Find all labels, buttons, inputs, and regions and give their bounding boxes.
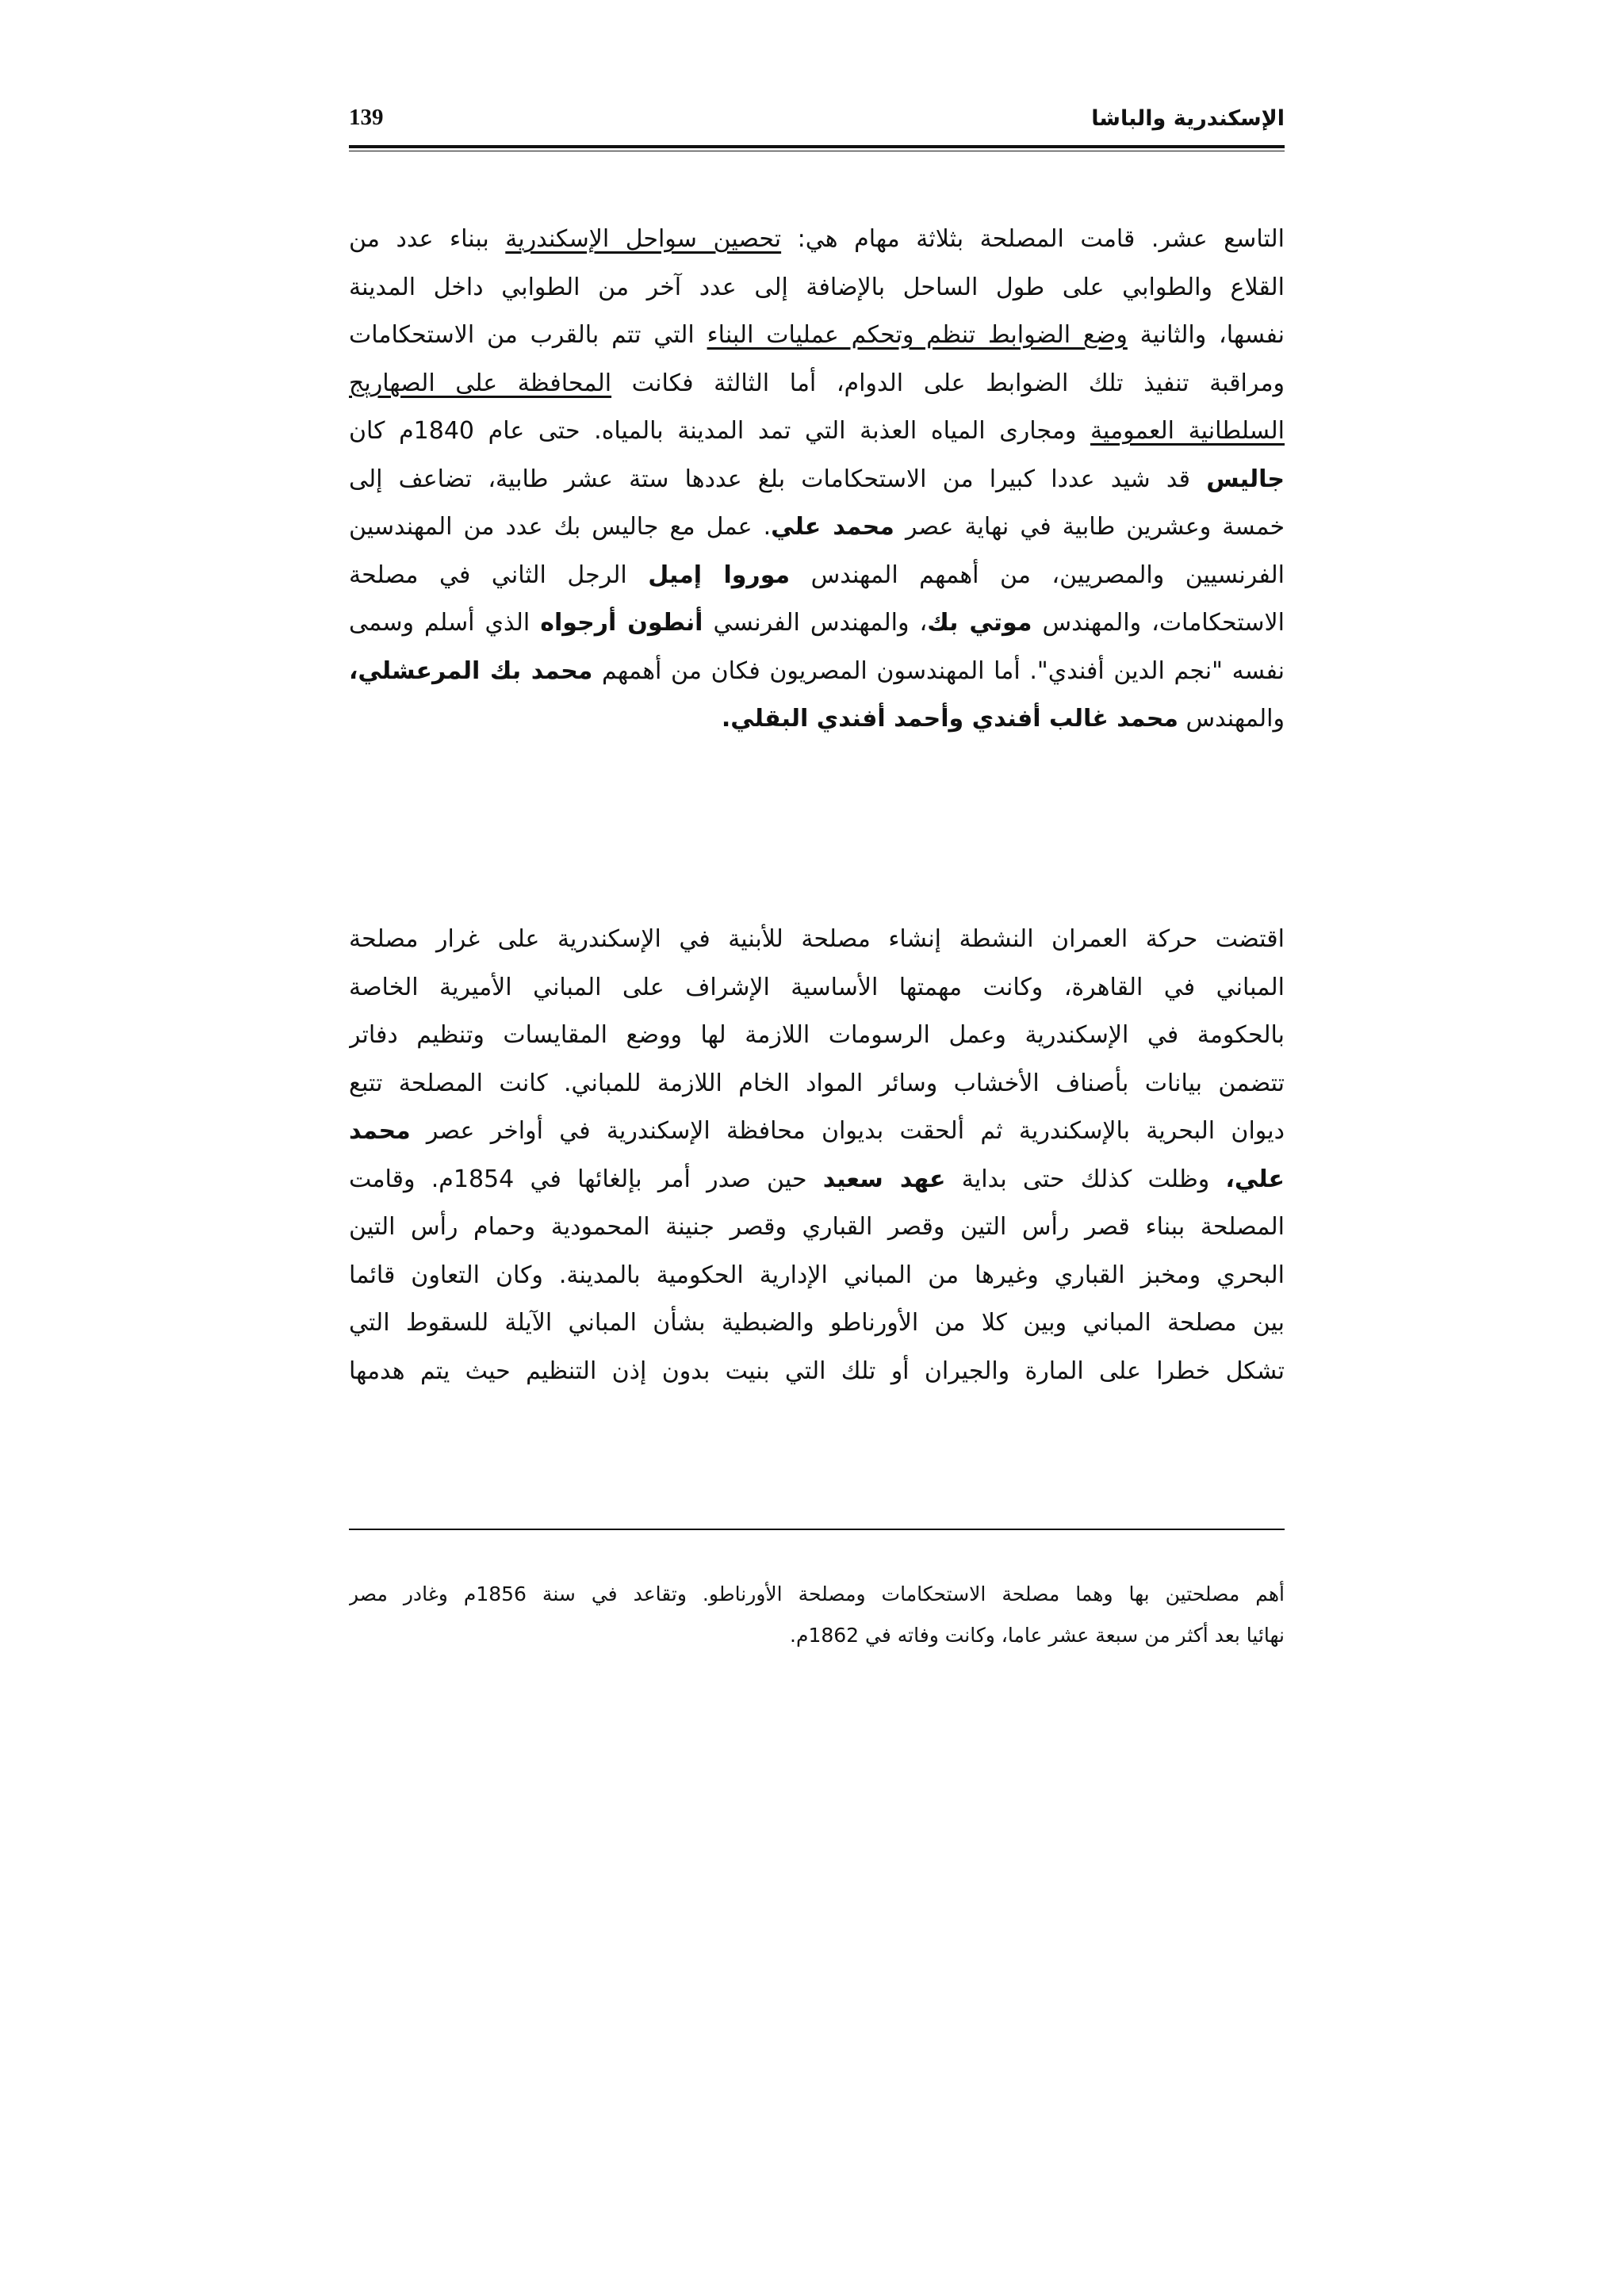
text-run: الرجل الثاني في مصلحة [349,561,649,589]
text-run: ومراقبة تنفيذ تلك الضوابط على الدوام، أما الثالثة فكانت [611,369,1285,397]
paragraph-1 [349,216,1285,744]
text-run: ديوان البحرية بالإسكندرية ثم ألحقت بديوان محافظة الإسكندرية في أواخر عصر [410,1117,1285,1145]
text-run: الذي أسلم وسمى [349,609,541,637]
text-run: . عمل مع جاليس بك عدد من المهندسين [349,513,772,541]
bold-name: محمد علي [771,513,894,541]
footnote-line: أهم مصلحتين بها وهما مصلحة الاستحكامات ومصلحة الأورناطو. وتقاعد في سنة 1856م وغادر مصر [349,1582,1285,1605]
text-run: ومجارى المياه العذبة التي تمد المدينة بالمياه. حتى عام 1840م كان [349,417,1090,445]
bold-name: موتي بك [927,609,1032,637]
text-line [349,648,1285,696]
text-run: الفرنسيين والمصريين، من أهمهم المهندس [790,561,1285,589]
underlined-text: السلطانية العمومية [1090,417,1285,445]
underlined-text: تحصين سواحل الإسكندرية [505,225,782,253]
header-rule [349,145,1285,151]
underlined-text: وضع الضوابط تنظم وتحكم عمليات البناء [707,321,1128,349]
footnote-rule [349,1529,1285,1530]
bold-name: محمد بك المرعشلي، [349,656,593,685]
text-line [349,503,1285,552]
bold-name: محمد [349,1117,411,1145]
text-line [349,456,1285,504]
text-line: القلاع والطوابي على طول الساحل بالإضافة إلى عدد آخر من الطوابي داخل المدينة [349,273,1285,301]
text-line [349,695,1285,744]
running-title: الإسكندرية والباشا [1091,106,1285,131]
page-number: 139 [349,105,384,130]
text-line: اقتضت حركة العمران النشطة إنشاء مصلحة للأبنية في الإسكندرية على غرار مصلحة [349,925,1285,953]
bold-name: عهد سعيد [822,1165,946,1193]
text-run: نفسه "نجم الدين أفندي". أما المهندسون المصريون فكان من أهمهم [592,656,1285,685]
bold-name: علي، [1225,1165,1285,1193]
underlined-text: المحافظة على الصهاريج [349,369,612,397]
text-line: تتضمن بيانات بأصناف الأخشاب وسائر المواد الخام اللازمة للمباني. كانت المصلحة تتبع [349,1069,1285,1097]
text-line: المباني في القاهرة، وكانت مهمتها الأساسية الإشراف على المباني الأميرية الخاصة [349,973,1285,1001]
text-line [349,552,1285,600]
text-run: خمسة وعشرين طابية في نهاية عصر [894,513,1285,541]
text-line: بين مصلحة المباني وبين كلا من الأورناطو والضبطية بشأن المباني الآيلة للسقوط التي [349,1309,1285,1337]
text-line [349,216,1285,264]
text-line [349,1156,1285,1204]
footnote [349,1574,1285,1656]
text-run: وظلت كذلك حتى بداية [945,1165,1226,1193]
text-line: المصلحة ببناء قصر رأس التين وقصر القباري وقصر جنينة المحمودية وحمام رأس التين [349,1213,1285,1241]
bold-name: أنطون أرجواه [540,609,703,637]
text-run: التاسع عشر. قامت المصلحة بثلاثة مهام هي: [781,225,1285,253]
text-run: ببناء عدد من [349,225,506,253]
text-run: التي تتم بالقرب من الاستحكامات [349,321,707,349]
text-line [349,360,1285,408]
text-run: الاستحكامات، والمهندس [1032,609,1285,637]
text-line [349,599,1285,648]
text-line [349,1108,1285,1156]
page-header [349,101,1285,149]
text-run: نفسها، والثانية [1127,321,1285,349]
paragraph-2 [349,916,1285,1395]
text-run: ، والمهندس الفرنسي [703,609,928,637]
text-line [349,312,1285,360]
footnote-line: نهائيا بعد أكثر من سبعة عشر عاما، وكانت وفاته في 1862م. [790,1624,1285,1647]
bold-name: جاليس [1206,465,1285,493]
bold-name: موروا إميل [648,561,791,589]
text-run: قد شيد عددا كبيرا من الاستحكامات بلغ عددها ستة عشر طابية، تضاعف إلى [349,465,1207,493]
text-run: حين صدر أمر بإلغائها في 1854م. وقامت [349,1165,823,1193]
text-line: بالحكومة في الإسكندرية وعمل الرسومات اللازمة لها ووضع المقايسات وتنظيم دفاتر [349,1021,1285,1049]
bold-name: محمد غالب أفندي وأحمد أفندي البقلي. [721,705,1178,733]
text-line: البحري ومخبز القباري وغيرها من المباني الإدارية الحكومية بالمدينة. وكان التعاون قائما [349,1261,1285,1289]
text-line [349,408,1285,456]
text-run: والمهندس [1178,705,1285,733]
text-line: تشكل خطرا على المارة والجيران أو تلك التي بنيت بدون إذن التنظيم حيث يتم هدمها [349,1357,1285,1385]
